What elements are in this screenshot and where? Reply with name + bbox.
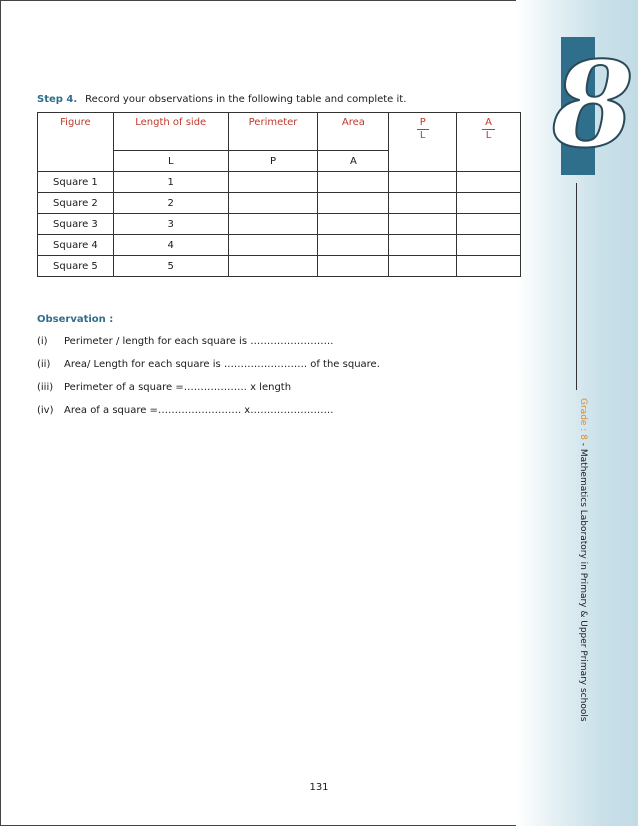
row-figure: Square 3 (38, 214, 114, 235)
blank-cell[interactable] (318, 214, 389, 235)
table-row (38, 193, 521, 214)
blank-cell[interactable] (228, 172, 318, 193)
blank-cell[interactable] (318, 256, 389, 277)
blank-cell[interactable] (318, 193, 389, 214)
observation-item (37, 359, 380, 370)
row-side: 2 (113, 193, 228, 214)
blank-cell[interactable] (318, 172, 389, 193)
row-side: 1 (113, 172, 228, 193)
side-divider-line (576, 183, 577, 390)
step-label: Step 4. (37, 94, 78, 105)
page-number: 131 (309, 782, 329, 793)
header-length: Length of side (113, 113, 228, 151)
item-number: (ii) (37, 359, 51, 370)
item-text: Area of a square =……………………. x……………………. (64, 405, 334, 416)
header-area: Area (318, 113, 389, 151)
blank-cell[interactable] (457, 214, 521, 235)
observation-title: Observation : (37, 314, 114, 325)
frac-a-den: L (485, 130, 492, 141)
grade-label: Grade : 8 (578, 398, 588, 440)
frac-p-num: P (417, 117, 429, 130)
blank-cell[interactable] (457, 235, 521, 256)
frac-p-den: L (419, 130, 426, 141)
blank-cell[interactable] (389, 256, 457, 277)
item-text: Perimeter / length for each square is ……………………. (64, 336, 334, 347)
row-side: 5 (113, 256, 228, 277)
symbol-a: A (318, 151, 389, 172)
vertical-caption (576, 398, 590, 722)
observation-table (37, 112, 521, 277)
table-row (38, 256, 521, 277)
item-number: (iii) (37, 382, 54, 393)
row-side: 4 (113, 235, 228, 256)
row-figure: Square 5 (38, 256, 114, 277)
table-row (38, 214, 521, 235)
observation-item (37, 336, 333, 347)
blank-cell[interactable] (228, 256, 318, 277)
blank-cell[interactable] (457, 172, 521, 193)
blank-cell[interactable] (457, 193, 521, 214)
table-row (38, 172, 521, 193)
step-text: Record your observations in the following table and complete it. (85, 94, 407, 105)
item-text: Area/ Length for each square is ……………………. of the square. (64, 359, 380, 370)
frac-a-num: A (482, 117, 495, 130)
symbol-p: P (228, 151, 318, 172)
book-title: Mathematics Laboratory in Primary & Upper Primary schools (578, 448, 588, 722)
header-perimeter: Perimeter (228, 113, 318, 151)
item-number: (iv) (37, 405, 54, 416)
table-header-row (38, 113, 521, 151)
row-side: 3 (113, 214, 228, 235)
blank-cell[interactable] (457, 256, 521, 277)
row-figure: Square 1 (38, 172, 114, 193)
header-a-over-l (457, 113, 521, 172)
blank-cell[interactable] (389, 172, 457, 193)
blank-cell[interactable] (228, 193, 318, 214)
caption-separator: - (578, 439, 588, 449)
blank-cell[interactable] (389, 193, 457, 214)
blank-cell[interactable] (389, 214, 457, 235)
observation-item (37, 382, 291, 393)
blank-cell[interactable] (318, 235, 389, 256)
symbol-l: L (113, 151, 228, 172)
chapter-number: 8 (551, 35, 635, 174)
header-figure: Figure (38, 113, 114, 172)
table-row (38, 235, 521, 256)
blank-cell[interactable] (228, 214, 318, 235)
item-text: Perimeter of a square =………………. x length (64, 382, 292, 393)
header-p-over-l (389, 113, 457, 172)
row-figure: Square 4 (38, 235, 114, 256)
blank-cell[interactable] (228, 235, 318, 256)
observation-item (37, 405, 333, 416)
blank-cell[interactable] (389, 235, 457, 256)
step-instruction (37, 94, 406, 105)
item-number: (i) (37, 336, 48, 347)
row-figure: Square 2 (38, 193, 114, 214)
